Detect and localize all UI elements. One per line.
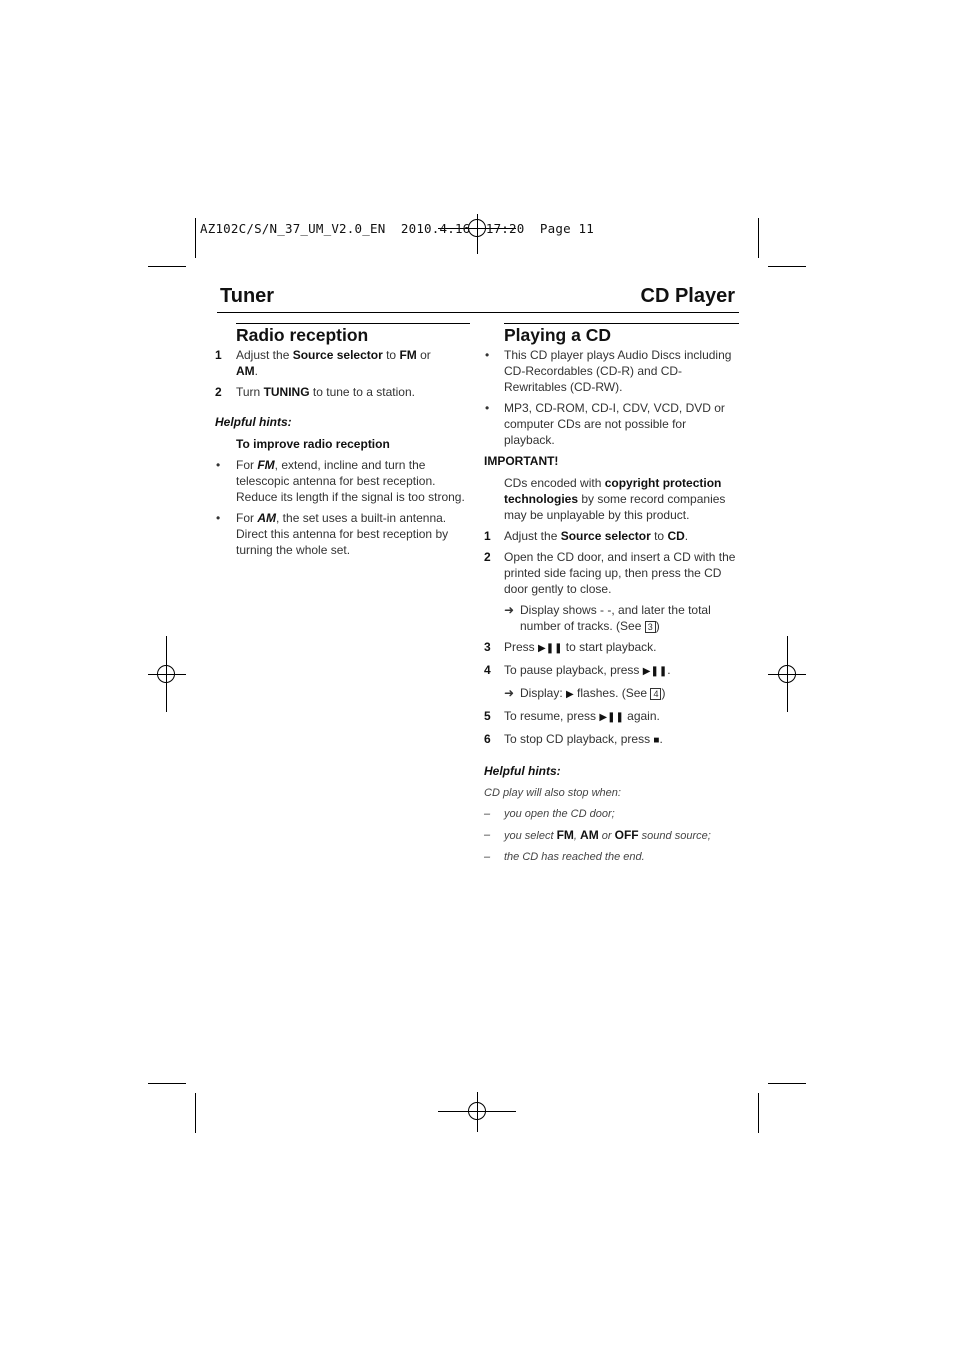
hint-item bbox=[484, 849, 739, 865]
tuner-column bbox=[215, 323, 470, 563]
result-text: ) bbox=[655, 619, 660, 633]
section-title: Playing a CD bbox=[504, 325, 611, 345]
step-item bbox=[484, 731, 739, 749]
step-item bbox=[484, 549, 739, 597]
bullet-text: For bbox=[236, 458, 258, 472]
hint-text: sound source; bbox=[638, 830, 711, 842]
step-text: Open the CD door, and insert a CD with the printed side facing up, then press the CD door gently to close. bbox=[504, 550, 736, 596]
dash-icon: – bbox=[484, 829, 491, 841]
hint-item bbox=[484, 806, 739, 822]
page-header-left: Tuner bbox=[220, 285, 275, 307]
bullet-item bbox=[484, 400, 739, 448]
step-text: Turn bbox=[236, 385, 264, 399]
hint-text: you open the CD door; bbox=[504, 808, 615, 820]
bullet-icon: • bbox=[485, 348, 490, 362]
step-number: 6 bbox=[484, 732, 491, 746]
step-result bbox=[484, 602, 739, 634]
crop-mark bbox=[758, 1093, 759, 1133]
section-divider bbox=[504, 323, 739, 324]
crop-mark bbox=[195, 1093, 196, 1133]
figure-reference: 4 bbox=[650, 688, 661, 700]
step-text: or bbox=[416, 348, 431, 362]
bullet-icon: • bbox=[216, 511, 221, 525]
step-text: Press bbox=[504, 640, 539, 654]
crop-mark bbox=[768, 1083, 806, 1084]
note-text: CDs encoded with bbox=[504, 476, 605, 490]
step-text: to bbox=[382, 348, 400, 362]
result-text: , and later the total number of tracks. (See bbox=[520, 603, 711, 633]
hint-bold: FM bbox=[556, 828, 574, 842]
bullet-text: , the set uses a built-in antenna. Direct this antenna for best reception by turning the whole set. bbox=[236, 511, 449, 557]
helpful-hints-label: Helpful hints: bbox=[215, 415, 292, 429]
step-text: To pause playback, press bbox=[504, 663, 643, 677]
step-text: . bbox=[684, 529, 689, 543]
header-divider bbox=[217, 312, 739, 313]
result-text: ) bbox=[661, 686, 666, 700]
step-item bbox=[484, 528, 739, 544]
bullet-icon: • bbox=[216, 458, 221, 472]
play-pause-icon: ▶❚❚ bbox=[538, 643, 563, 654]
registration-circle bbox=[468, 1102, 486, 1120]
crop-mark bbox=[768, 266, 806, 267]
section-divider bbox=[236, 323, 470, 324]
bullet-text: , extend, incline and turn the telescopic antenna for best reception. Reduce its length if the signal is too strong. bbox=[236, 458, 465, 504]
step-text: . bbox=[667, 663, 671, 677]
bullet-bold: AM bbox=[257, 511, 277, 525]
cd-player-column bbox=[484, 323, 739, 870]
figure-reference: 3 bbox=[645, 621, 656, 633]
improve-reception-title: To improve radio reception bbox=[236, 437, 390, 451]
hint-text: , bbox=[573, 830, 581, 842]
bullet-text: MP3, CD-ROM, CD-I, CDV, VCD, DVD or computer CDs are not possible for playback. bbox=[504, 401, 725, 447]
step-text: To resume, press bbox=[504, 709, 600, 723]
step-number: 2 bbox=[215, 385, 222, 399]
step-number: 1 bbox=[484, 529, 491, 543]
step-item bbox=[215, 347, 470, 379]
step-bold: TUNING bbox=[263, 385, 310, 399]
step-item bbox=[215, 384, 470, 400]
step-bold: Source selector bbox=[292, 348, 383, 362]
bullet-bold: FM bbox=[257, 458, 275, 472]
print-slug: AZ102C/S/N_37_UM_V2.0_EN 2010.4.16 17:20 Page 11 bbox=[200, 221, 595, 236]
step-text: to tune to a station. bbox=[309, 385, 415, 399]
hint-bold: AM bbox=[580, 828, 599, 842]
play-pause-icon: ▶❚❚ bbox=[599, 712, 624, 723]
bullet-item bbox=[215, 457, 470, 505]
registration-circle bbox=[157, 665, 175, 683]
bullet-text: For bbox=[236, 511, 258, 525]
step-number: 4 bbox=[484, 663, 491, 677]
note-bold: copyright protection technologies bbox=[504, 476, 722, 506]
step-text: to start playback. bbox=[562, 640, 657, 654]
play-pause-icon: ▶❚❚ bbox=[642, 666, 668, 677]
registration-circle bbox=[778, 665, 796, 683]
arrow-right-icon: ➜ bbox=[504, 686, 515, 700]
dash-icon: – bbox=[484, 808, 491, 820]
play-icon: ▶ bbox=[566, 689, 574, 700]
step-number: 3 bbox=[484, 640, 491, 654]
step-text: . bbox=[659, 732, 663, 746]
hints-intro: CD play will also stop when: bbox=[484, 787, 621, 799]
bullet-item bbox=[215, 510, 470, 558]
step-text: . bbox=[254, 364, 259, 378]
step-item bbox=[484, 708, 739, 726]
crop-mark bbox=[148, 266, 186, 267]
page-header-right: CD Player bbox=[640, 285, 735, 307]
important-note bbox=[484, 475, 739, 523]
result-text: flashes. (See bbox=[573, 686, 651, 700]
step-text: To stop CD playback, press bbox=[504, 732, 654, 746]
hint-text: the CD has reached the end. bbox=[504, 851, 645, 863]
hint-text: you select bbox=[504, 830, 557, 842]
step-bold: FM bbox=[399, 348, 417, 362]
step-bold: Source selector bbox=[560, 529, 651, 543]
bullet-text: This CD player plays Audio Discs including CD-Recordables (CD-R) and CD-Rewritables (CD-RW). bbox=[504, 348, 732, 394]
crop-mark bbox=[148, 1083, 186, 1084]
helpful-hints-label: Helpful hints: bbox=[484, 764, 561, 778]
step-bold: CD bbox=[667, 529, 685, 543]
crop-mark bbox=[195, 218, 196, 258]
important-label: IMPORTANT! bbox=[484, 454, 559, 468]
result-text: Display: bbox=[520, 686, 567, 700]
hint-text: or bbox=[598, 830, 615, 842]
arrow-right-icon: ➜ bbox=[504, 603, 515, 617]
hint-bold: OFF bbox=[614, 828, 639, 842]
step-item bbox=[484, 639, 739, 657]
section-title: Radio reception bbox=[236, 325, 369, 345]
step-number: 1 bbox=[215, 348, 222, 362]
note-text: by some record companies may be unplayable by this product. bbox=[504, 492, 726, 522]
step-item bbox=[484, 662, 739, 680]
step-text: Adjust the bbox=[236, 348, 293, 362]
bullet-icon: • bbox=[485, 401, 490, 415]
step-number: 5 bbox=[484, 709, 491, 723]
step-text: Adjust the bbox=[504, 529, 561, 543]
stop-icon: ■ bbox=[653, 735, 660, 746]
step-text: again. bbox=[623, 709, 660, 723]
hint-item bbox=[484, 827, 739, 844]
step-number: 2 bbox=[484, 550, 491, 564]
step-text: to bbox=[650, 529, 668, 543]
result-text: Display shows bbox=[520, 603, 601, 617]
step-result bbox=[484, 685, 739, 703]
dash-icon: – bbox=[484, 851, 491, 863]
crop-mark bbox=[758, 218, 759, 258]
bullet-item bbox=[484, 347, 739, 395]
display-dashes: - - bbox=[600, 603, 612, 617]
step-bold: AM bbox=[236, 364, 255, 378]
